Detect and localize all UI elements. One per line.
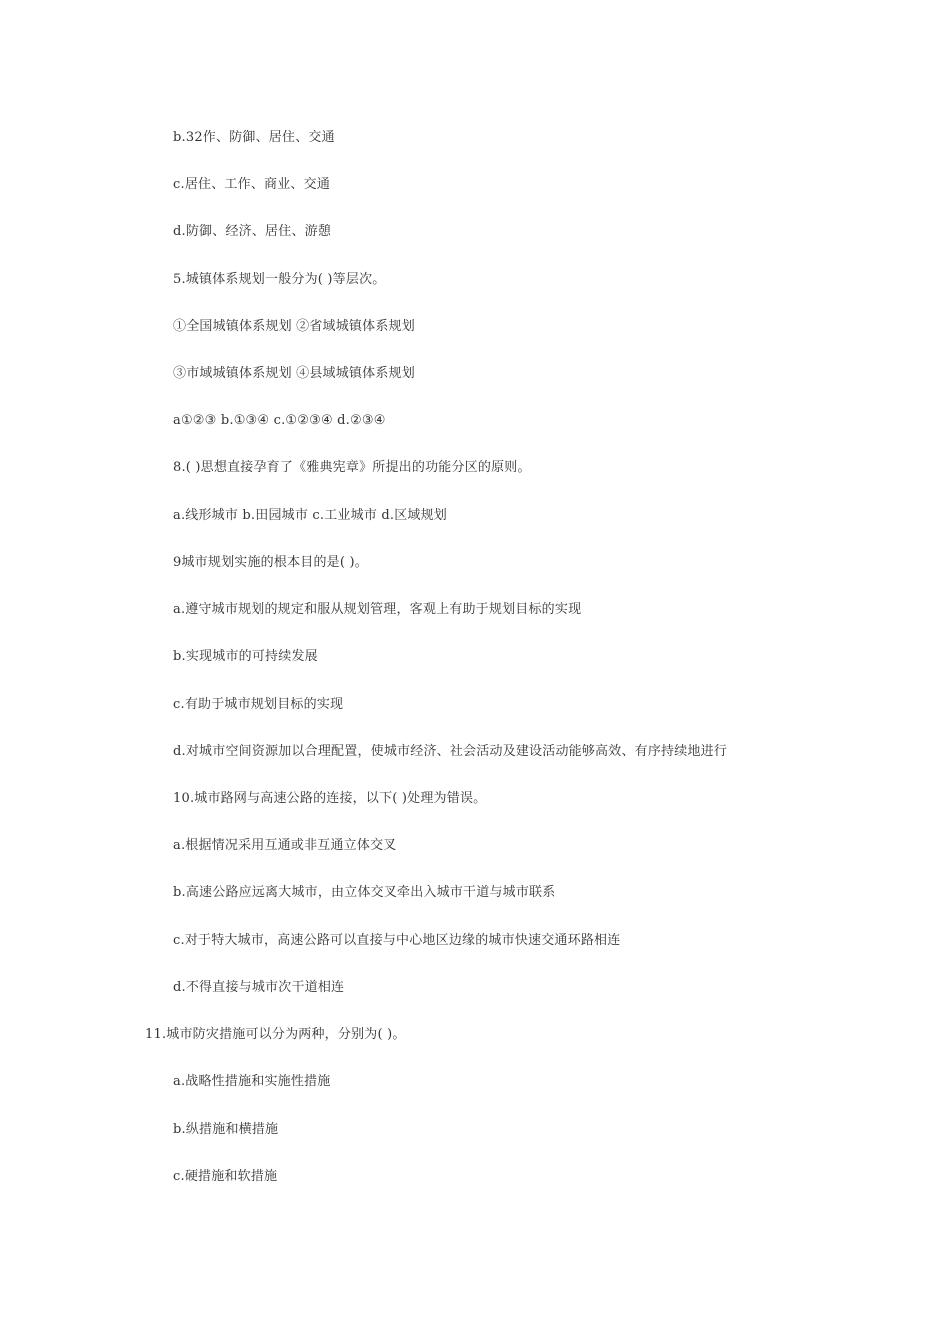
option-b-q11: b.纵措施和横措施 <box>173 1122 279 1137</box>
option-b-q4: b.32作、防御、居住、交通 <box>173 130 335 145</box>
option-c-q4: c.居住、工作、商业、交通 <box>173 177 331 192</box>
option-a-q9: a.遵守城市规划的规定和服从规划管理，客观上有助于规划目标的实现 <box>173 602 582 617</box>
question-8: 8.( )思想直接孕育了《雅典宪章》所提出的功能分区的原则。 <box>173 460 531 475</box>
option-c-q11: c.硬措施和软措施 <box>173 1169 278 1184</box>
q5-items-1-2: ①全国城镇体系规划 ②省域城镇体系规划 <box>173 319 415 334</box>
option-c-q9: c.有助于城市规划目标的实现 <box>173 697 344 712</box>
question-10: 10.城市路网与高速公路的连接，以下( )处理为错误。 <box>173 791 487 806</box>
question-5: 5.城镇体系规划一般分为( )等层次。 <box>173 272 386 287</box>
question-9: 9城市规划实施的根本目的是( )。 <box>173 555 368 570</box>
option-d-q10: d.不得直接与城市次干道相连 <box>173 980 345 995</box>
option-a-q11: a.战略性措施和实施性措施 <box>173 1074 331 1089</box>
option-b-q9: b.实现城市的可持续发展 <box>173 649 318 664</box>
q8-options: a.线形城市 b.田园城市 c.工业城市 d.区域规划 <box>173 508 448 523</box>
option-a-q10: a.根据情况采用互通或非互通立体交叉 <box>173 838 397 853</box>
option-b-q10: b.高速公路应远离大城市，由立体交叉牵出入城市干道与城市联系 <box>173 885 556 900</box>
question-11: 11.城市防灾措施可以分为两种，分别为( )。 <box>145 1027 406 1042</box>
q5-items-3-4: ③市域城镇体系规划 ④县域城镇体系规划 <box>173 366 415 381</box>
q5-options: a①②③ b.①③④ c.①②③④ d.②③④ <box>173 413 386 428</box>
option-c-q10: c.对于特大城市，高速公路可以直接与中心地区边缘的城市快速交通环路相连 <box>173 933 621 948</box>
option-d-q4: d.防御、经济、居住、游憩 <box>173 224 332 239</box>
option-d-q9: d.对城市空间资源加以合理配置，使城市经济、社会活动及建设活动能够高效、有序持续地进行 <box>173 744 728 759</box>
